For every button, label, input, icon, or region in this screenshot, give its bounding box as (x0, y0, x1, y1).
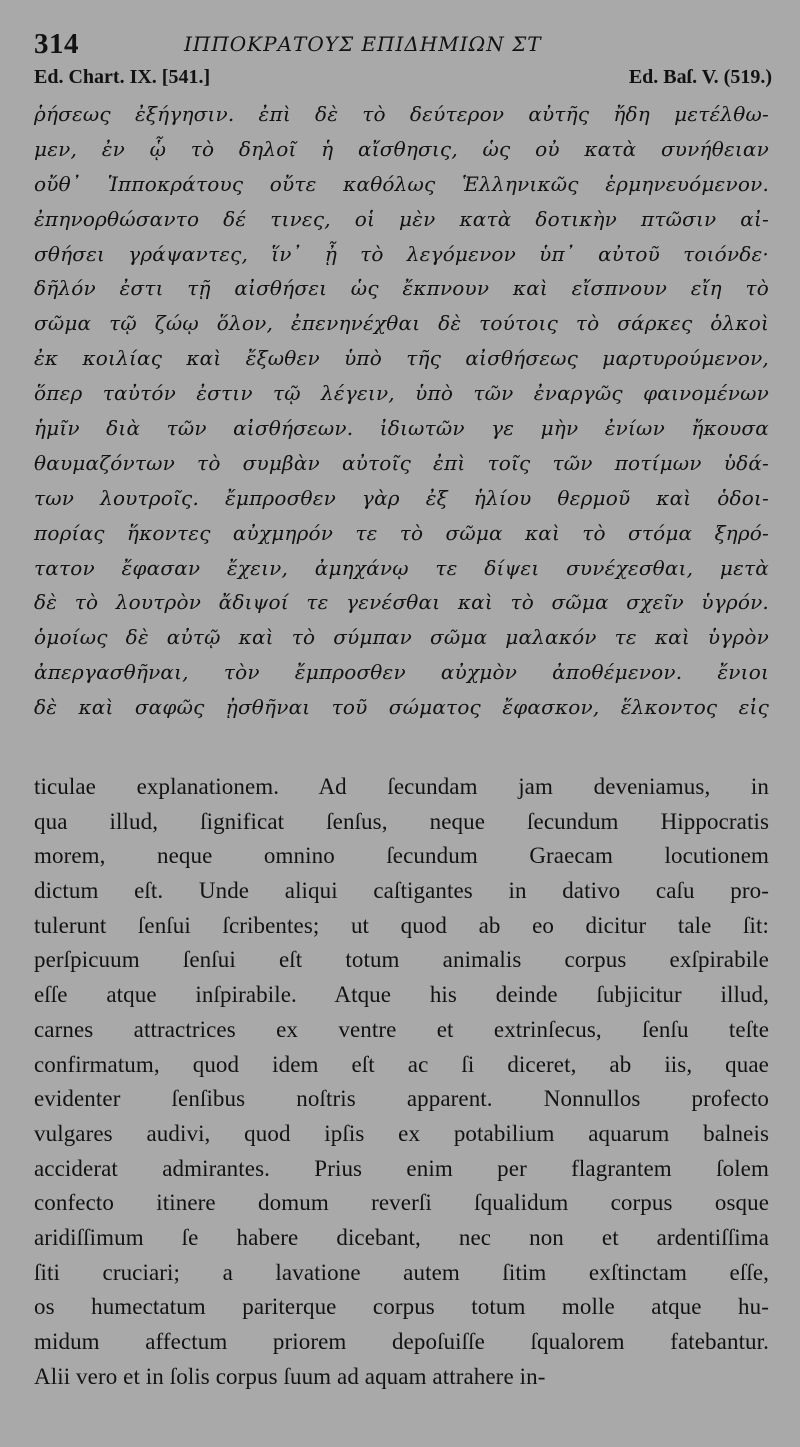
latin-line: vulgares audivi, quod ipſis ex potabilium aquarum balneis (34, 1120, 769, 1146)
latin-line: confirmatum, quod idem eſt ac ſi diceret, ab iis, quae (34, 1051, 769, 1077)
greek-line: σῶμα τῷ ζώῳ ὅλον, ἐπενηνέχθαι δὲ τούτοις τὸ σάρκες ὁλκοὶ (34, 311, 769, 336)
greek-line: οὔθ᾽ Ἱπποκράτους οὔτε καθόλως Ἑλληνικῶς ἑρμηνευόμενον. (34, 171, 769, 196)
latin-line: qua illud, ſignificat ſenſus, neque ſecundum Hippocratis (34, 808, 769, 834)
greek-line: ἀπεργασθῆναι, τὸν ἔμπροσθεν αὐχμὸν ἀποθέμενον. ἔνιοι (34, 660, 769, 685)
latin-line: dictum eſt. Unde aliqui caſtigantes in dativo caſu pro- (34, 878, 769, 904)
latin-line: ſiti cruciari; a lavatione autem ſitim exſtinctam eſſe, (34, 1259, 769, 1285)
greek-line: ῥήσεως ἐξήγησιν. ἐπὶ δὲ τὸ δεύτερον αὐτῆς ἤδη μετέλθω- (34, 102, 769, 126)
edition-reference-chart: Ed. Chart. IX. [541.] (34, 66, 211, 88)
greek-text-block (34, 97, 769, 725)
greek-line: πορίας ἥκοντες αὐχμηρόν τε τὸ σῶμα καὶ τὸ στόμα ξηρό- (34, 520, 769, 545)
greek-line: τατον ἔφασαν ἔχειν, ἀμηχάνῳ τε δίψει συνέχεσθαι, μετὰ (34, 555, 769, 580)
latin-line: os humectatum pariterque corpus totum molle atque hu- (34, 1294, 769, 1320)
latin-line: morem, neque omnino ſecundum Graecam locutionem (34, 843, 769, 869)
greek-line: ὅπερ ταὐτόν ἐστιν τῷ λέγειν, ὑπὸ τῶν ἐναργῶς φαινομένων (34, 381, 769, 406)
greek-line: θαυμαζόντων τὸ συμβὰν αὐτοῖς ἐπὶ τοῖς τῶν ποτίμων ὑδά- (34, 450, 769, 475)
latin-line: ticulae explanationem. Ad ſecundam jam deveniamus, in (34, 774, 769, 799)
latin-line: tulerunt ſenſui ſcribentes; ut quod ab eo dicitur tale ſit: (34, 912, 769, 938)
greek-line: ἐκ κοιλίας καὶ ἔξωθεν ὑπὸ τῆς αἰσθήσεως μαρτυρούμενον, (34, 346, 769, 371)
latin-line: eſſe atque inſpirabile. Atque his deinde ſubjicitur illud, (34, 982, 769, 1008)
latin-line: acciderat admirantes. Prius enim per flagrantem ſolem (34, 1155, 769, 1181)
greek-line: ἡμῖν διὰ τῶν αἰσθήσεων. ἰδιωτῶν γε μὴν ἐνίων ἤκουσα (34, 416, 769, 441)
running-title: ΙΠΠΟΚΡΑΤΟΥΣ ΕΠΙΔΗΜΙΩΝ ΣΤ (184, 32, 542, 56)
latin-line: confecto itinere domum reverſi ſqualidum corpus osque (34, 1190, 769, 1216)
greek-line: δὲ τὸ λουτρὸν ἄδιψοί τε γενέσθαι καὶ τὸ σῶμα σχεῖν ὑγρόν. (34, 590, 769, 615)
edition-references (34, 66, 774, 92)
page-number: 314 (34, 28, 79, 60)
greek-line: ἐπηνορθώσαντο δέ τινες, οἱ μὲν κατὰ δοτικὴν πτῶσιν αἰ- (34, 206, 769, 231)
latin-line: evidenter ſenſibus noſtris apparent. Nonnullos profecto (34, 1086, 769, 1112)
greek-line: των λουτροῖς. ἔμπροσθεν γὰρ ἐξ ἡλίου θερμοῦ καὶ ὁδοι- (34, 485, 769, 510)
latin-line: perſpicuum ſenſui eſt totum animalis corpus exſpirabile (34, 947, 769, 973)
greek-line: δῆλόν ἐστι τῇ αἰσθήσει ὡς ἔκπνουν καὶ εἴσπνουν εἴη τὸ (34, 276, 769, 301)
greek-line: μεν, ἐν ᾧ τὸ δηλοῖ ἡ αἴσθησις, ὡς οὐ κατὰ συνήθειαν (34, 136, 769, 161)
latin-line: Alii vero et in ſolis corpus ſuum ad aquam attrahere in- (34, 1363, 546, 1389)
greek-line: δὲ καὶ σαφῶς ᾐσθῆναι τοῦ σώματος ἔφασκον, ἕλκοντος εἰς (34, 695, 769, 720)
page-header (34, 28, 774, 62)
greek-line: σθήσει γράψαντες, ἵν᾽ ᾖ τὸ λεγόμενον ὑπ᾽ αὐτοῦ τοιόνδε· (34, 241, 769, 266)
edition-reference-basel: Ed. Baſ. V. (519.) (628, 66, 772, 88)
latin-text-block (34, 770, 769, 1394)
greek-line: ὁμοίως δὲ αὐτῷ καὶ τὸ σύμπαν σῶμα μαλακόν τε καὶ ὑγρὸν (34, 625, 769, 650)
latin-line: carnes attractrices ex ventre et extrinſecus, ſenſu teſte (34, 1016, 769, 1042)
latin-line: aridiſſimum ſe habere dicebant, nec non et ardentiſſima (34, 1224, 769, 1250)
latin-line: midum affectum priorem depoſuiſſe ſqualorem fatebantur. (34, 1329, 769, 1354)
